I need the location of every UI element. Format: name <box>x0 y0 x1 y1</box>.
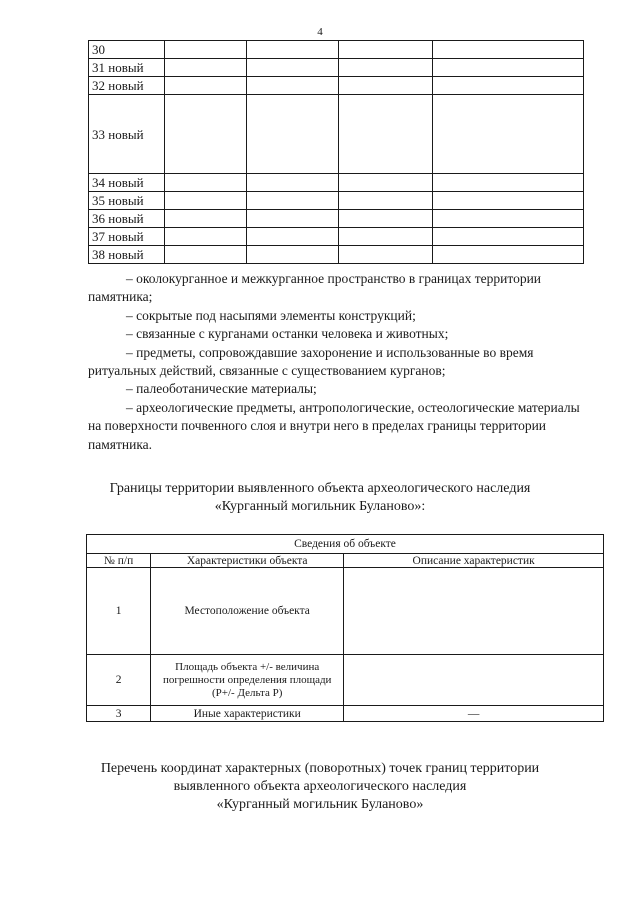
feature-list <box>88 270 588 454</box>
table-row <box>89 174 584 192</box>
table-row <box>89 59 584 77</box>
table-row: 2 Площадь объекта +/- величина погрешности определения площади (P+/- Дельта P) <box>87 655 604 706</box>
table-title-row <box>87 535 604 554</box>
boundaries-heading: Границы территории выявленного объекта археологического наследия «Курганный могильник Буланово»: <box>109 481 531 514</box>
row-label: 36 новый <box>89 210 165 228</box>
row-label: 31 новый <box>89 59 165 77</box>
table-row <box>89 210 584 228</box>
row-label: 34 новый <box>89 174 165 192</box>
row-label: 38 новый <box>89 246 165 264</box>
row-label: 30 <box>89 41 165 59</box>
column-header: Описание характеристик <box>344 554 604 568</box>
table-row <box>89 192 584 210</box>
object-info-table <box>86 534 604 722</box>
list-item: – палеоботанические материалы; <box>126 381 317 397</box>
points-table <box>88 40 584 264</box>
table-row <box>89 41 584 59</box>
table-row: 1 Местоположение объекта <box>87 568 604 655</box>
list-item: – околокурганное и межкурганное пространство в границах территории памятника; <box>88 271 542 305</box>
table-row <box>89 77 584 95</box>
row-label: 37 новый <box>89 228 165 246</box>
list-item: – археологические предметы, антропологические, остеологические материалы на поверхности почвенного слоя и внутри него в пределах границы территории памятника. <box>88 399 580 452</box>
list-item: – связанные с курганами останки человека и животных; <box>126 326 449 342</box>
column-header: Характеристики объекта <box>151 554 344 568</box>
list-item: – предметы, сопровождавшие захоронение и использованные во время ритуальных действий, связанные с существованием курганов; <box>88 344 534 379</box>
table-row <box>89 228 584 246</box>
table-row <box>89 95 584 174</box>
table-header-row <box>87 554 604 568</box>
column-header: № п/п <box>87 554 151 568</box>
row-label: 32 новый <box>89 77 165 95</box>
coordinates-heading: Перечень координат характерных (поворотных) точек границ территории выявленного объекта археологического наследия «Курганный могильник Буланово» <box>100 761 540 812</box>
table-row: 3 Иные характеристики — <box>87 706 604 722</box>
page-number: 4 <box>317 26 323 38</box>
list-item: – сокрытые под насыпями элементы конструкций; <box>126 307 416 323</box>
table-title: Сведения об объекте <box>87 535 604 554</box>
table-row <box>89 246 584 264</box>
row-label: 35 новый <box>89 192 165 210</box>
row-label: 33 новый <box>89 95 165 174</box>
